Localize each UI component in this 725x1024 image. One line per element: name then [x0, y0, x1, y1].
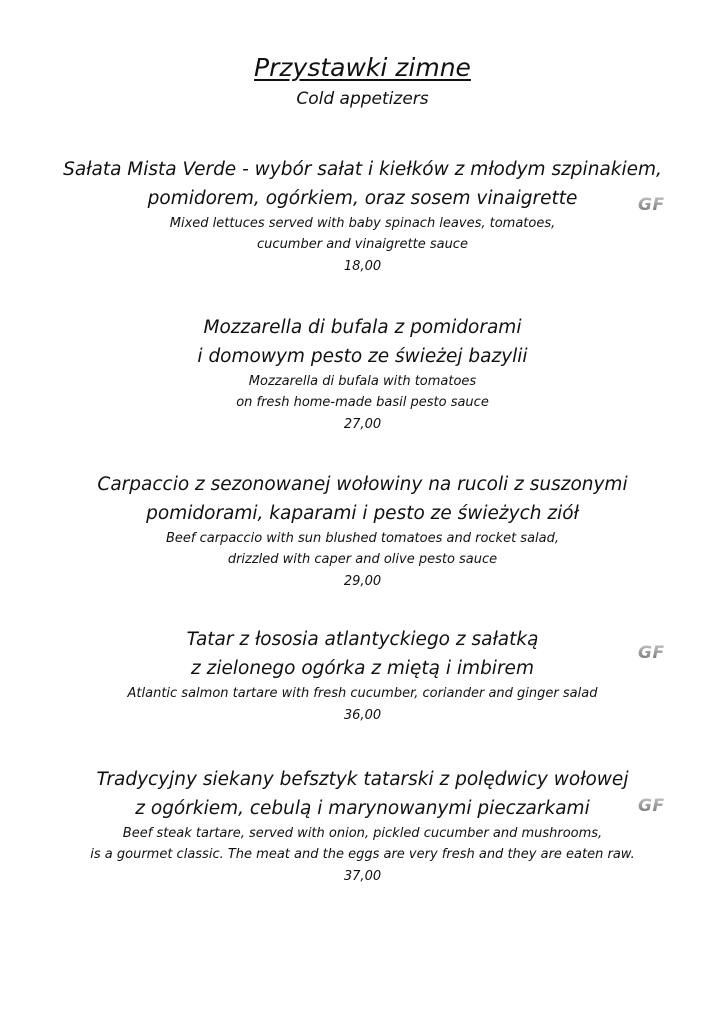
- dish-description-en: cucumber and vinaigrette sauce: [257, 237, 468, 252]
- dish-price: 27,00: [343, 417, 382, 432]
- dish-name-pl: z zielonego ogórka z miętą i imbirem: [191, 658, 534, 679]
- dish-name-pl: Tatar z łososia atlantyckiego z sałatką: [186, 629, 539, 650]
- dish-description-en: Beef carpaccio with sun blushed tomatoes and rocket salad,: [165, 531, 559, 546]
- dish-description-en: Mozzarella di bufala with tomatoes: [248, 374, 477, 389]
- dish-name-pl: Mozzarella di bufala z pomidorami: [203, 317, 522, 338]
- gluten-free-badge: GF: [638, 195, 665, 215]
- dish-name-pl: i domowym pesto ze świeżej bazylii: [197, 346, 528, 367]
- dish-name-pl: pomidorami, kaparami i pesto ze świeżych ziół: [146, 503, 579, 524]
- dish-price: 37,00: [343, 869, 382, 884]
- gluten-free-badge: GF: [638, 796, 665, 816]
- section-title: Przystawki zimne: [254, 53, 471, 82]
- dish-description-en: is a gourmet classic. The meat and the eggs are very fresh and they are eaten raw.: [90, 847, 635, 862]
- dish-description-en: drizzled with caper and olive pesto sauce: [227, 552, 498, 567]
- dish-price: 18,00: [343, 259, 382, 274]
- dish-description-en: on fresh home-made basil pesto sauce: [236, 395, 489, 410]
- dish-name-pl: Carpaccio z sezonowanej wołowiny na rucoli z suszonymi: [97, 474, 628, 495]
- menu-item: [0, 155, 725, 277]
- menu-item: [0, 470, 725, 592]
- menu-item: [0, 313, 725, 435]
- dish-name-pl: z ogórkiem, cebulą i marynowanymi pieczarkami: [135, 798, 590, 819]
- dish-description-en: Atlantic salmon tartare with fresh cucumber, coriander and ginger salad: [127, 686, 598, 701]
- dish-price: 36,00: [343, 708, 382, 723]
- section-subtitle: Cold appetizers: [296, 89, 429, 109]
- dish-description-en: Mixed lettuces served with baby spinach leaves, tomatoes,: [169, 216, 556, 231]
- menu-item: [0, 625, 725, 726]
- dish-name-pl: Sałata Mista Verde - wybór sałat i kiełków z młodym szpinakiem,: [63, 159, 662, 180]
- dish-description-en: Beef steak tartare, served with onion, pickled cucumber and mushrooms,: [122, 826, 603, 841]
- dish-price: 29,00: [343, 574, 382, 589]
- menu-item: [0, 765, 725, 887]
- section-header: [0, 52, 725, 112]
- dish-name-pl: pomidorem, ogórkiem, oraz sosem vinaigrette: [147, 188, 578, 209]
- dish-name-pl: Tradycyjny siekany befsztyk tatarski z polędwicy wołowej: [96, 769, 629, 790]
- gluten-free-badge: GF: [638, 643, 665, 663]
